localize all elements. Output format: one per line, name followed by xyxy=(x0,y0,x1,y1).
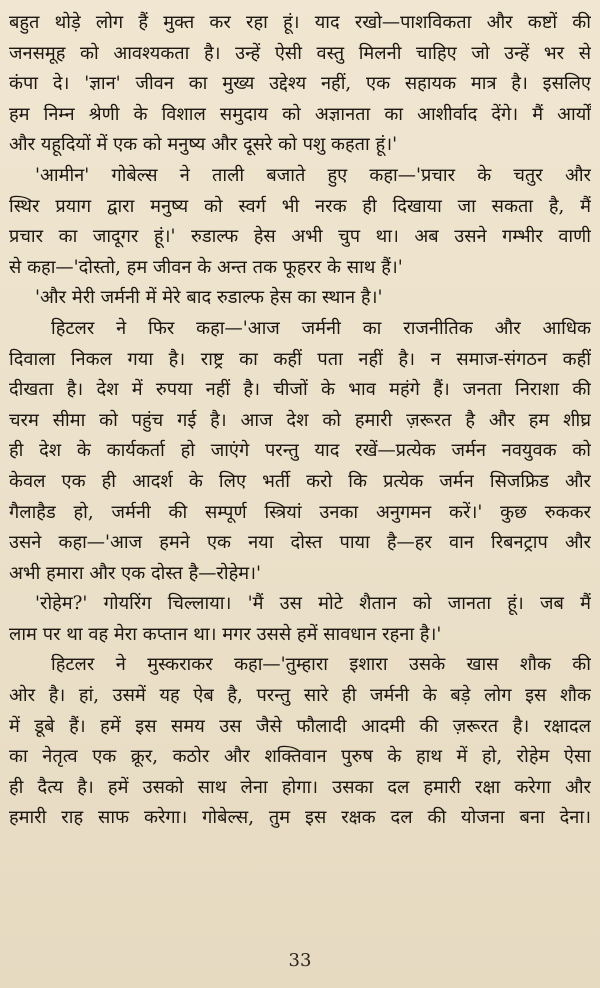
text-line: केवल एक ही आदर्श के लिए भर्ती करो कि प्रत्येक जर्मन सिजफ्रिड और xyxy=(9,470,591,492)
text-line: चरम सीमा को पहुंच गई है। आज देश को हमारी ज़रूरत है और हम शीघ्र xyxy=(9,409,591,431)
body-text xyxy=(9,8,591,834)
text-line: और यहूदियों में एक को मनुष्य और दूसरे को पशु कहता हूं।' xyxy=(9,134,398,156)
text-line: हिटलर ने मुस्कराकर कहा—'तुम्हारा इशारा उसके खास शौक की xyxy=(51,654,591,676)
text-line: ओर है। हां, उसमें यह ऐब है, परन्तु सारे ही जर्मनी के बड़े लोग इस शौक xyxy=(9,685,591,707)
text-line: ही देश के कार्यकर्ता हो जाएंगे परन्तु याद रखें—प्रत्येक जर्मन नवयुवक को xyxy=(9,440,591,462)
text-line: बहुत थोड़े लोग हैं मुक्त कर रहा हूं। याद रखो—पाशविकता और कष्टों की xyxy=(9,12,591,33)
text-line: दिवाला निकल गया है। राष्ट्र का कहीं पता नहीं है। न समाज-संगठन कहीं xyxy=(9,348,591,370)
text-line: 'रोहेम?' गोयरिंग चिल्लाया। 'मैं उस मोटे शैतान को जानता हूं। जब मैं xyxy=(35,593,591,615)
text-line: हमारी राह साफ करेगा। गोबेल्स, तुम इस रक्षक दल की योजना बना देना। xyxy=(9,807,591,829)
text-line: कंपा दे। 'ज्ञान' जीवन का मुख्य उद्देश्य नहीं, एक सहायक मात्र है। इसलिए xyxy=(9,73,591,95)
text-line: उसने कहा—'आज हमने एक नया दोस्त पाया है—हर वान रिबनट्राप और xyxy=(9,532,591,554)
text-line: लाम पर था वह मेरा कप्तान था। मगर उससे हमें सावधान रहना है।' xyxy=(9,623,442,645)
text-line: स्थिर प्रयाग द्वारा मनुष्य को स्वर्ग भी नरक ही दिखाया जा सकता है, मैं xyxy=(9,195,591,217)
text-line: जनसमूह को आवश्यकता है। उन्हें ऐसी वस्तु मिलनी चाहिए जो उन्हें भर से xyxy=(9,42,591,64)
text-line: प्रचार का जादूगर हूं।' रुडाल्फ हेस अभी चुप था। अब उसने गम्भीर वाणी xyxy=(9,226,591,248)
text-line: 'आमीन' गोबेल्स ने ताली बजाते हुए कहा—'प्रचार के चतुर और xyxy=(35,164,591,186)
text-line: में डूबे हैं। हमें इस समय उस जैसे फौलादी आदमी की ज़रूरत है। रक्षादल xyxy=(9,715,591,737)
text-line: अभी हमारा और एक दोस्त है—रोहेम।' xyxy=(9,562,261,584)
text-line: गैलाहैड हो, जर्मनी की सम्पूर्ण स्त्रियां उनका अनुगमन करें।' कुछ रुककर xyxy=(9,501,591,523)
text-line: 'और मेरी जर्मनी में मेरे बाद रुडाल्फ हेस का स्थान है।' xyxy=(35,287,383,309)
text-line: का नेतृत्व एक क्रूर, कठोर और शक्तिवान पुरुष के हाथ में हो, रोहेम ऐसा xyxy=(9,746,591,768)
text-line: से कहा—'दोस्तो, हम जीवन के अन्त तक फूहरर के साथ हैं।' xyxy=(9,256,403,278)
text-line: दीखता है। देश में रुपया नहीं है। चीजों के भाव महंगे हैं। जनता निराशा की xyxy=(9,379,591,401)
text-line: हिटलर ने फिर कहा—'आज जर्मनी का राजनीतिक और आधिक xyxy=(51,317,591,339)
text-line: हम निम्न श्रेणी के विशाल समुदाय को अज्ञानता का आशीर्वाद देंगे। मैं आर्यों xyxy=(9,103,591,125)
page-number: 33 xyxy=(288,950,312,971)
text-line: ही दैत्य है। हमें उसको साथ लेना होगा। उसका दल हमारी रक्षा करेगा और xyxy=(9,776,591,798)
